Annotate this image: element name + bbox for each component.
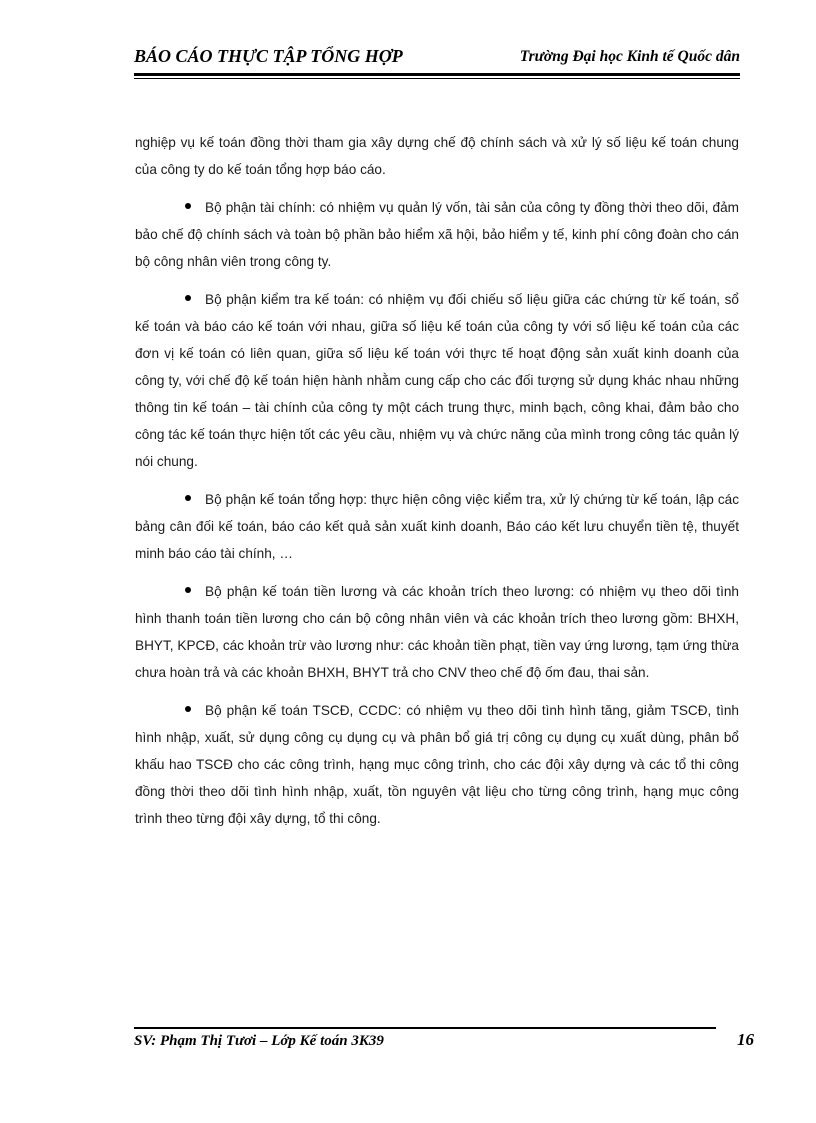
paragraph-continuation [135,129,739,183]
footer-rule [134,1027,716,1029]
paragraph-text: Bộ phận tài chính: có nhiệm vụ quản lý vốn, tài sản của công ty đồng thời theo dõi, đảm bảo chế độ chính sách và toàn bộ phần bảo hiểm xã hội, bảo hiểm y tế, kinh phí công đoàn cho cán bộ công nhân viên trong công ty. [135,200,739,269]
bullet-icon [185,706,191,712]
bullet-icon [185,587,191,593]
report-title: BÁO CÁO THỰC TẬP TỔNG HỢP [134,46,403,66]
paragraph-text: nghiệp vụ kế toán đồng thời tham gia xây dựng chế độ chính sách và xử lý số liệu kế toán chung của công ty do kế toán tổng hợp báo cáo. [135,135,739,177]
bullet-paragraph [135,286,739,475]
body-text [135,129,739,843]
bullet-paragraph [135,578,739,686]
header-rule-thin [134,78,740,79]
header-rule [134,73,740,76]
paragraph-text: Bộ phận kế toán TSCĐ, CCDC: có nhiệm vụ theo dõi tình hình tăng, giảm TSCĐ, tình hình nhập, xuất, sử dụng công cụ dụng cụ và phân bổ giá trị công cụ dụng cụ xuất dùng, phân bổ khấu hao TSCĐ cho các công trình, hạng mục công trình, cho các đội xây dựng và các tổ thi công đồng thời theo dõi tình hình nhập, xuất, tồn nguyên vật liệu cho từng công trình, hạng mục công trình theo từng đội xây dựng, tổ thi công. [135,703,739,826]
paragraph-text: Bộ phận kiểm tra kế toán: có nhiệm vụ đối chiếu số liệu giữa các chứng từ kế toán, sổ kế toán và báo cáo kế toán với nhau, giữa số liệu kế toán của công ty với số liệu kế toán của các đơn vị kế toán có liên quan, giữa số liệu kế toán với thực tế hoạt động sản xuất kinh doanh của công ty, với chế độ kế toán hiện hành nhằm cung cấp cho các đối tượng sử dụng khác nhau những thông tin kế toán – tài chính của công ty một cách trung thực, minh bạch, công khai, đảm bảo cho công tác kế toán thực hiện tốt các yêu cầu, nhiệm vụ và chức năng của mình trong công tác quản lý nói chung. [135,292,739,469]
bullet-paragraph [135,194,739,275]
paragraph-text: Bộ phận kế toán tiền lương và các khoản trích theo lương: có nhiệm vụ theo dõi tình hình thanh toán tiền lương cho cán bộ công nhân viên và các khoản trích theo lương gồm: BHXH, BHYT, KPCĐ, các khoản trừ vào lương như: các khoản tiền phạt, tiền vay ứng lương, tạm ứng thừa chưa hoàn trả và các khoản BHXH, BHYT trả cho CNV theo chế độ ốm đau, thai sản. [135,584,739,680]
page-header [134,46,740,76]
bullet-paragraph [135,486,739,567]
bullet-paragraph [135,697,739,832]
student-info: SV: Phạm Thị Tươi – Lớp Kế toán 3K39 [134,1033,384,1049]
page-number: 16 [737,1030,754,1049]
university-name: Trường Đại học Kinh tế Quốc dân [519,48,740,65]
bullet-icon [185,495,191,501]
bullet-icon [185,203,191,209]
bullet-icon [185,295,191,301]
paragraph-text: Bộ phận kế toán tổng hợp: thực hiện công việc kiểm tra, xử lý chứng từ kế toán, lập các bảng cân đối kế toán, báo cáo kết quả sản xuất kinh doanh, Báo cáo kết lưu chuyển tiền tệ, thuyết minh báo cáo tài chính, … [135,492,739,561]
